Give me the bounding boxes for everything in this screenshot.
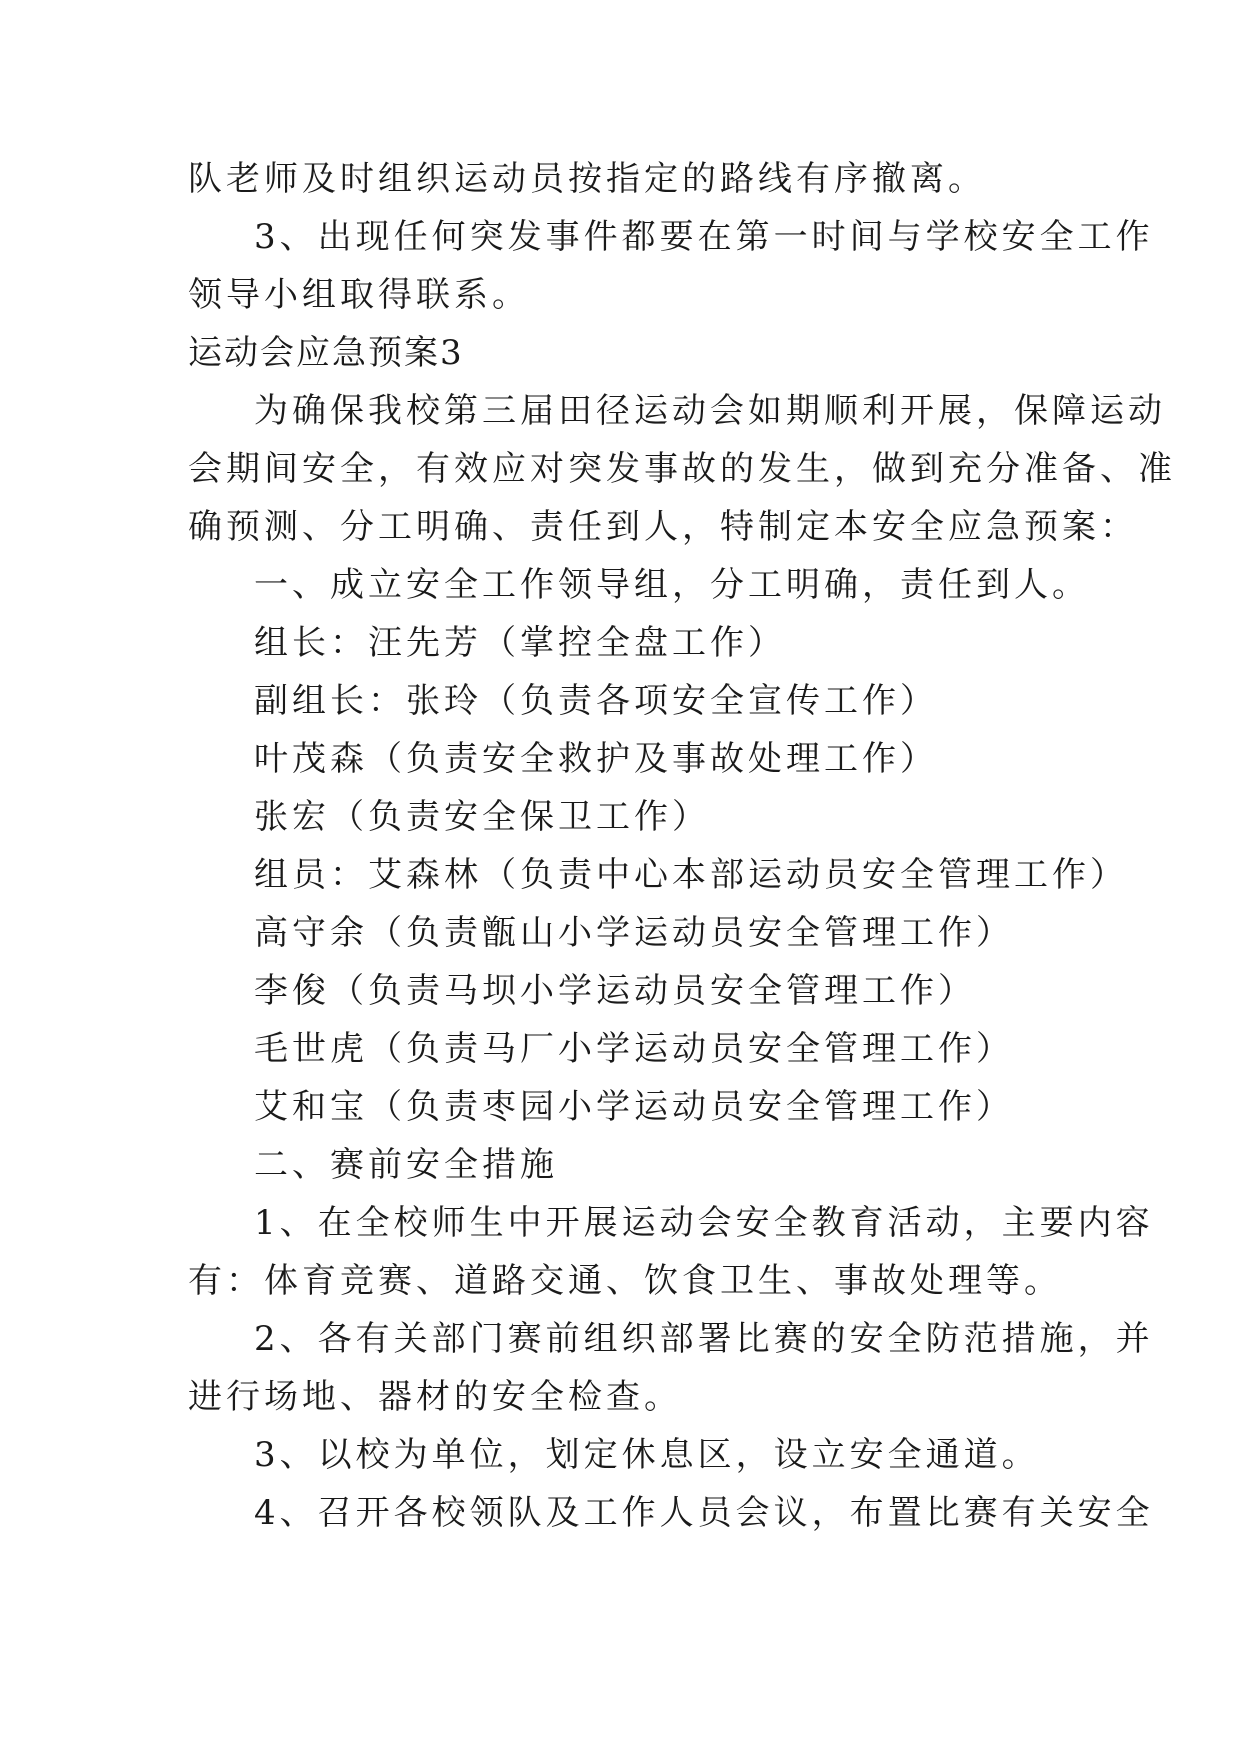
text-line: 毛世虎（负责马厂小学运动员安全管理工作） — [254, 1029, 1014, 1069]
text-line: 会期间安全，有效应对突发事故的发生，做到充分准备、准 — [188, 449, 1176, 489]
text-line: 组长：汪先芳（掌控全盘工作） — [254, 623, 786, 663]
text-line: 队老师及时组织运动员按指定的路线有序撤离。 — [188, 159, 986, 199]
text-line: 叶茂森（负责安全救护及事故处理工作） — [254, 739, 938, 779]
text-line: 确预测、分工明确、责任到人，特制定本安全应急预案： — [188, 507, 1138, 547]
section-heading: 运动会应急预案3 — [188, 333, 464, 373]
text-line: 为确保我校第三届田径运动会如期顺利开展，保障运动 — [254, 391, 1166, 431]
text-line: 张宏（负责安全保卫工作） — [254, 797, 710, 837]
text-line: 4、召开各校领队及工作人员会议，布置比赛有关安全 — [254, 1493, 1154, 1533]
text-line: 进行场地、器材的安全检查。 — [188, 1377, 682, 1417]
text-line: 组员：艾森林（负责中心本部运动员安全管理工作） — [254, 855, 1128, 895]
text-line: 一、成立安全工作领导组，分工明确，责任到人。 — [254, 565, 1090, 605]
text-line: 副组长：张玲（负责各项安全宣传工作） — [254, 681, 938, 721]
text-line: 2、各有关部门赛前组织部署比赛的安全防范措施，并 — [254, 1319, 1154, 1359]
text-line: 1、在全校师生中开展运动会安全教育活动，主要内容 — [254, 1203, 1154, 1243]
text-line: 艾和宝（负责枣园小学运动员安全管理工作） — [254, 1087, 1014, 1127]
text-line: 3、出现任何突发事件都要在第一时间与学校安全工作 — [254, 217, 1154, 257]
text-line: 领导小组取得联系。 — [188, 275, 530, 315]
text-line: 高守余（负责甑山小学运动员安全管理工作） — [254, 913, 1014, 953]
text-line: 3、以校为单位，划定休息区，设立安全通道。 — [254, 1435, 1040, 1475]
text-line: 有：体育竞赛、道路交通、饮食卫生、事故处理等。 — [188, 1261, 1062, 1301]
text-line: 二、赛前安全措施 — [254, 1145, 558, 1185]
text-line: 李俊（负责马坝小学运动员安全管理工作） — [254, 971, 976, 1011]
